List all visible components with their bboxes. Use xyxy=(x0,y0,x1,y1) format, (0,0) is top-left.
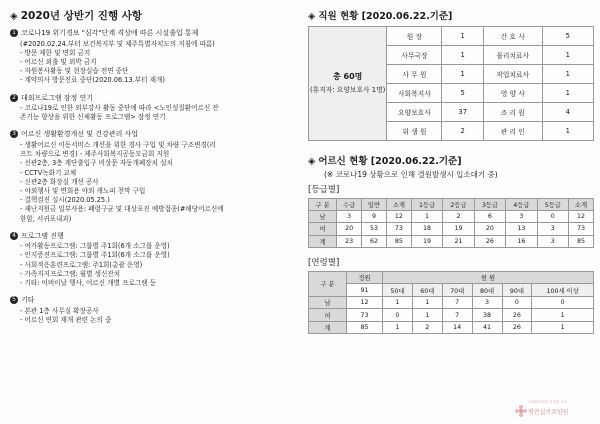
grade-header-cell: 1등급 xyxy=(411,199,442,211)
section-item: - 인지증진프로그램: 그룹별 주1회(6개 소그룹 운영) xyxy=(20,251,170,260)
staff-title: ◈ 직원 현황 [2020.06.22.기준] xyxy=(308,11,453,22)
grade-header-cell: 소계 xyxy=(569,199,594,211)
age-cell: 7 xyxy=(442,309,472,322)
grade-cell: 53 xyxy=(362,223,387,235)
section-item: - 재난지원금 일부사용: 폐렴구균 및 대상포진 예방접종(#해당어르신에 xyxy=(20,205,224,214)
grade-cell: 1 xyxy=(411,211,442,223)
age-header-row-1 xyxy=(309,271,594,284)
grade-cell: 85 xyxy=(569,235,594,247)
staff-count: 1 xyxy=(542,84,593,103)
grade-cell: 12 xyxy=(386,211,411,223)
section-item: 한함, 서귀포내과) xyxy=(20,214,72,223)
staff-role: 간 호 사 xyxy=(483,27,542,46)
age-division-header: 구 분 xyxy=(309,271,347,296)
age-cell: 7 xyxy=(442,296,472,309)
grade-cell: 3 xyxy=(337,211,362,223)
progress-section xyxy=(10,130,300,223)
section-heading-text: 코로나19 위기경보 "심각"단계 격상에 따른 시설출입 통제 xyxy=(21,29,199,37)
residents-note: (※ 코로나19 상황으로 인해 결원발생시 입소대기 중) xyxy=(324,170,498,179)
staff-table xyxy=(308,26,594,141)
staff-role: 사무국장 xyxy=(387,46,442,65)
section-item: - 여가활동프로그램: 그룹별 주1회(6개 소그룹 운영) xyxy=(20,242,170,251)
staff-role: 조 리 원 xyxy=(483,103,542,122)
age-group-header: 100세 이상 xyxy=(532,284,594,297)
number-badge: 3 xyxy=(10,130,18,138)
age-cell: 1 xyxy=(532,321,594,334)
staff-total: 총 60명 xyxy=(332,72,363,81)
section-heading-text: 프로그램 진행 xyxy=(21,231,64,240)
age-cell: 1 xyxy=(412,296,442,309)
grade-cell: 26 xyxy=(474,235,505,247)
section-item: (#2020.02.24.부터 보건복지부 및 제주특별자치도의 지침에 따름) xyxy=(20,39,215,48)
age-cell: 0 xyxy=(532,296,594,309)
grade-cell: 23 xyxy=(337,235,362,247)
staff-count: 5 xyxy=(542,27,593,46)
grade-row xyxy=(309,223,594,235)
number-badge: 5 xyxy=(10,296,18,304)
grade-header-cell: 구 분 xyxy=(309,199,337,211)
age-cell: 1 xyxy=(412,309,442,322)
age-current-header: 현 원 xyxy=(383,271,594,284)
left-column xyxy=(10,8,300,333)
staff-count: 1 xyxy=(542,46,593,65)
age-row-label: 여 xyxy=(309,309,347,322)
age-table xyxy=(308,271,594,335)
grade-table-label: [등급별] xyxy=(308,185,340,195)
grade-cell: 2 xyxy=(443,211,474,223)
residents-title: ◈ 어르신 현황 [2020.06.22.기준] xyxy=(308,156,462,167)
grade-cell: 20 xyxy=(337,223,362,235)
grade-cell: 20 xyxy=(474,223,505,235)
staff-role: 원 장 xyxy=(387,27,442,46)
number-badge: 4 xyxy=(10,232,18,240)
section-item: 프트 차량으로 변경) - 제주사회복지공동모금회 지원 xyxy=(20,150,170,159)
age-cell: 14 xyxy=(442,321,472,334)
staff-count: 1 xyxy=(542,65,593,84)
age-group-header: 50대 xyxy=(383,284,413,297)
age-cell: 12 xyxy=(347,296,383,309)
diamond-icon: ◈ xyxy=(308,156,316,167)
grade-cell: 3 xyxy=(506,211,537,223)
progress-section xyxy=(10,232,300,289)
age-cell: 26 xyxy=(502,309,532,322)
age-capacity-value: 91 xyxy=(347,284,383,297)
staff-count: 37 xyxy=(442,103,484,122)
section-item: - 어르신 외출 및 외박 금지 xyxy=(20,57,97,66)
grade-cell: 9 xyxy=(362,211,387,223)
staff-count: 4 xyxy=(542,103,593,122)
section-item: - 신관2층 화장실 개선 공사 xyxy=(20,177,99,186)
grade-header-cell: 4등급 xyxy=(506,199,537,211)
section-item: - 생활어르신 이동서비스 개선을 위한 경사 구입 및 차량 구조변경(리 xyxy=(20,140,216,149)
grade-cell: 73 xyxy=(569,223,594,235)
section-heading xyxy=(10,296,300,306)
section-item: - 본관 1층 사무실 확장공사 xyxy=(20,306,99,315)
age-cell: 26 xyxy=(502,321,532,334)
section-item: 존기능 향상을 위한 신체활동 프로그램> 잠정 연기 xyxy=(20,113,166,122)
age-row xyxy=(309,321,594,334)
age-cell: 41 xyxy=(472,321,502,334)
section-heading-text: 어르신 생활환경개선 및 건강관리 사업 xyxy=(21,130,139,139)
progress-title: ◈ 2020년 상반기 진행 사항 xyxy=(10,10,143,22)
diamond-icon: ◈ xyxy=(10,11,18,22)
section-item: - 코로나19로 인한 외부강사 활동 중단에 따라 <노인성질환어르신 잔 xyxy=(20,104,219,113)
progress-sections xyxy=(10,29,300,325)
grade-header-cell: 5등급 xyxy=(537,199,568,211)
age-cell: 0 xyxy=(502,296,532,309)
staff-role: 사 무 원 xyxy=(387,65,442,84)
age-group-header: 80대 xyxy=(472,284,502,297)
progress-section xyxy=(10,29,300,86)
staff-role: 관 리 인 xyxy=(483,122,542,141)
staff-role: 사회복지사 xyxy=(387,84,442,103)
age-header-row-2 xyxy=(309,284,594,297)
grade-cell: 12 xyxy=(569,211,594,223)
flower-icon xyxy=(515,405,527,417)
section-item: - 자원봉사활동 및 현장실습 전면 중단 xyxy=(20,67,129,76)
age-cell: 1 xyxy=(383,321,413,334)
progress-section xyxy=(10,94,300,123)
age-row xyxy=(309,309,594,322)
grade-cell: 0 xyxy=(537,211,568,223)
grade-cell: 18 xyxy=(411,223,442,235)
age-row-label: 계 xyxy=(309,321,347,334)
number-badge: 1 xyxy=(10,29,18,37)
age-cell: 1 xyxy=(383,296,413,309)
grade-header-cell: 수급 xyxy=(337,199,362,211)
staff-count: 2 xyxy=(442,122,484,141)
grade-cell: 73 xyxy=(386,223,411,235)
section-item: - CCTV녹화기 교체 xyxy=(20,168,77,177)
age-group-header: 90대 xyxy=(502,284,532,297)
staff-count: 5 xyxy=(442,84,484,103)
grade-cell: 21 xyxy=(443,235,474,247)
age-row xyxy=(309,296,594,309)
grade-table xyxy=(308,198,594,248)
staff-role: 위 생 원 xyxy=(387,122,442,141)
staff-role: 요양보호사 xyxy=(387,103,442,122)
section-item: - 어르신 연회 재개 관련 논의 중 xyxy=(20,315,112,324)
grade-cell: 6 xyxy=(474,211,505,223)
grade-row-label: 계 xyxy=(309,235,337,247)
grade-header-cell: 2등급 xyxy=(443,199,474,211)
age-cell: 2 xyxy=(412,321,442,334)
grade-header-cell: 3등급 xyxy=(474,199,505,211)
age-cell: 73 xyxy=(347,309,383,322)
section-item: - 야외행사 및 면회용 야외 캐노피 천막 구입 xyxy=(20,186,146,195)
age-cell: 38 xyxy=(472,309,502,322)
staff-count: 1 xyxy=(442,46,484,65)
grade-cell: 62 xyxy=(362,235,387,247)
grade-cell: 19 xyxy=(443,223,474,235)
section-item: - 결핵검진 실시(2020.05.25.) xyxy=(20,196,110,205)
age-cell: 1 xyxy=(532,309,594,322)
age-capacity-header: 정원 xyxy=(347,271,383,284)
section-heading xyxy=(10,94,300,104)
age-group-header: 70대 xyxy=(442,284,472,297)
section-heading-text: 대외프로그램 잠정 연기 xyxy=(21,93,94,102)
grade-cell: 85 xyxy=(386,235,411,247)
section-item: - 사회적응훈련프로그램: 주1회(총괄 운영) xyxy=(20,260,143,269)
age-cell: 0 xyxy=(383,309,413,322)
staff-count: 1 xyxy=(442,65,484,84)
grade-row-label: 여 xyxy=(309,223,337,235)
section-heading xyxy=(10,232,300,242)
grade-header-cell: 소계 xyxy=(386,199,411,211)
age-cell: 85 xyxy=(347,321,383,334)
staff-role: 영 양 사 xyxy=(483,84,542,103)
grade-row xyxy=(309,235,594,247)
section-heading xyxy=(10,130,300,140)
grade-cell: 13 xyxy=(506,223,537,235)
age-row-label: 남 xyxy=(309,296,347,309)
grade-header-cell: 일반 xyxy=(362,199,387,211)
logo-name: 평안실로요양원 xyxy=(528,409,569,416)
grade-header-row xyxy=(309,199,594,211)
grade-row xyxy=(309,211,594,223)
section-item: - 방문 제한 및 면회 금지 xyxy=(20,48,91,57)
age-cell: 3 xyxy=(472,296,502,309)
section-item: - 기타: 어버이날 행사, 어르신 개별 프로그램 등 xyxy=(20,279,157,288)
section-heading-text: 기타 xyxy=(21,296,35,305)
section-heading xyxy=(10,29,300,39)
section-item: - 신관2층, 3층 계단출입구 비상문 자동개폐장치 설치 xyxy=(20,159,173,168)
staff-count: 1 xyxy=(442,27,484,46)
number-badge: 2 xyxy=(10,94,18,102)
grade-row-label: 남 xyxy=(309,211,337,223)
grade-cell: 19 xyxy=(411,235,442,247)
logo-subtext: 사회복지법인 동정원 소속 xyxy=(528,400,568,404)
staff-count: 1 xyxy=(542,122,593,141)
grade-cell: 3 xyxy=(537,235,568,247)
grade-cell: 16 xyxy=(506,235,537,247)
staff-role: 물리치료사 xyxy=(483,46,542,65)
staff-total-cell xyxy=(309,27,387,141)
staff-row xyxy=(309,27,594,46)
age-table-label: [연령별] xyxy=(308,257,340,268)
staff-role: 작업치료사 xyxy=(483,65,542,84)
age-group-header: 60대 xyxy=(412,284,442,297)
diamond-icon: ◈ xyxy=(308,11,316,22)
staff-total-note: (휴직자: 요양보호사 1명) xyxy=(310,86,386,94)
right-column xyxy=(308,8,594,334)
section-item: - 가족지지프로그램: 월별 생신잔치 xyxy=(20,269,121,278)
grade-cell: 3 xyxy=(537,223,568,235)
section-item: - 계약의사 방문진료 중단(2020.06.13.부터 재개) xyxy=(20,76,165,85)
progress-section xyxy=(10,296,300,325)
